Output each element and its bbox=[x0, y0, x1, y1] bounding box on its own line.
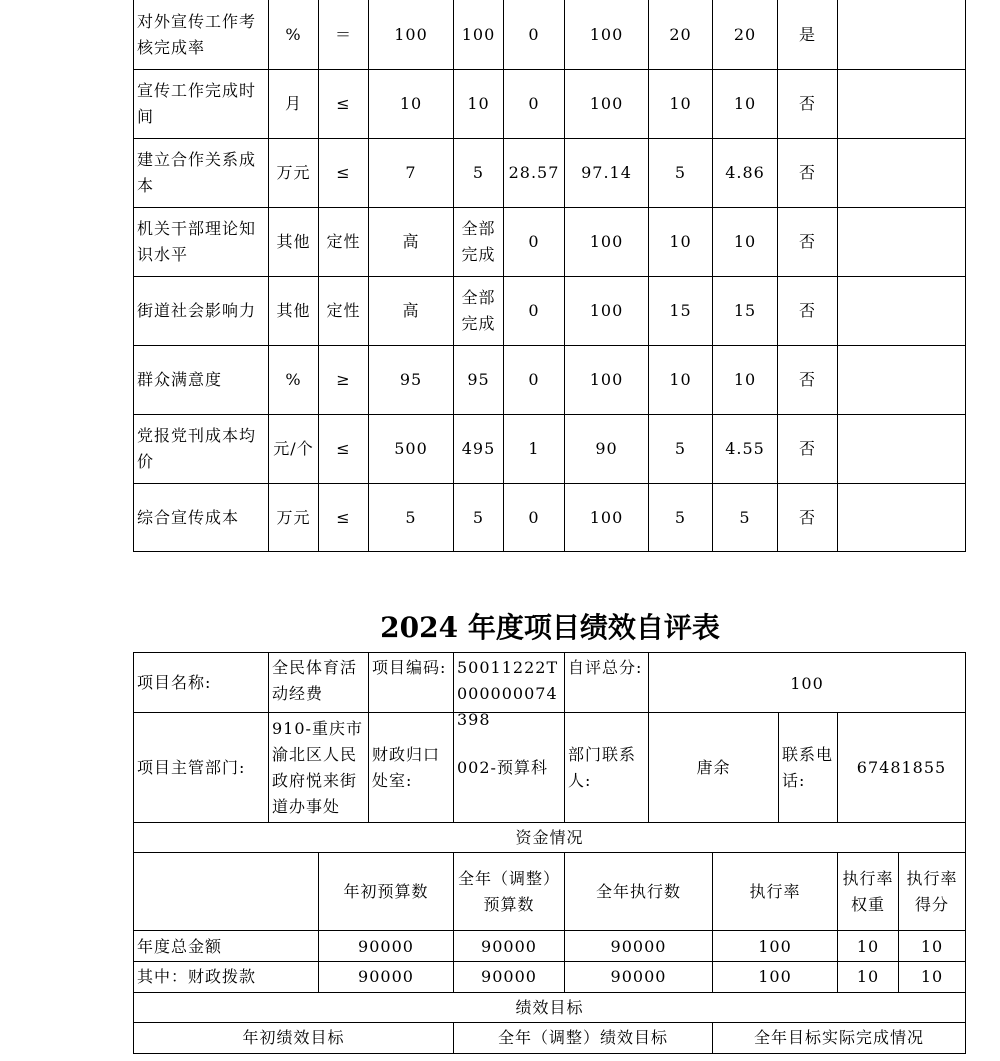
table-cell: 全部完成 bbox=[453, 207, 504, 277]
column-header: 全年（调整）绩效目标 bbox=[453, 1022, 713, 1054]
table-cell: 95 bbox=[368, 345, 454, 415]
table-cell bbox=[837, 276, 966, 346]
table-cell: 100 bbox=[368, 0, 454, 70]
table-cell: 90000 bbox=[318, 930, 454, 962]
table-cell bbox=[837, 0, 966, 70]
table-cell: 年度总金额 bbox=[133, 930, 319, 962]
indicator-name: 街道社会影响力 bbox=[133, 276, 269, 346]
table-cell: 90 bbox=[564, 414, 649, 484]
label: 自评总分: bbox=[564, 652, 649, 713]
table-cell: 100 bbox=[453, 0, 504, 70]
table-cell: 0 bbox=[503, 345, 565, 415]
table-cell: 10 bbox=[648, 69, 713, 139]
section-title: 资金情况 bbox=[133, 822, 966, 853]
table-cell bbox=[837, 414, 966, 484]
table-cell: 10 bbox=[898, 961, 966, 993]
table-cell: 0 bbox=[503, 69, 565, 139]
indicator-name: 机关干部理论知识水平 bbox=[133, 207, 269, 277]
table-cell: 是 bbox=[777, 0, 838, 70]
label: 项目名称: bbox=[133, 652, 269, 713]
table-cell: 0 bbox=[503, 483, 565, 552]
table-cell: 100 bbox=[712, 961, 838, 993]
indicator-name: 党报党刊成本均价 bbox=[133, 414, 269, 484]
table-cell bbox=[837, 345, 966, 415]
table-cell: 100 bbox=[712, 930, 838, 962]
indicator-name: 宣传工作完成时间 bbox=[133, 69, 269, 139]
table-cell: 否 bbox=[777, 276, 838, 346]
table-cell: 其他 bbox=[268, 207, 319, 277]
table-cell: 高 bbox=[368, 276, 454, 346]
table-cell: ＝ bbox=[318, 0, 369, 70]
table-cell: 10 bbox=[837, 961, 899, 993]
table-cell: 否 bbox=[777, 207, 838, 277]
table-cell: 10 bbox=[837, 930, 899, 962]
table-cell: 28.57 bbox=[503, 138, 565, 208]
table-cell: % bbox=[268, 0, 319, 70]
column-header: 全年目标实际完成情况 bbox=[712, 1022, 966, 1054]
section-title: 绩效目标 bbox=[133, 992, 966, 1023]
indicator-name: 对外宣传工作考核完成率 bbox=[133, 0, 269, 70]
table-cell: 90000 bbox=[564, 961, 713, 993]
table-cell: 10 bbox=[712, 207, 778, 277]
table-cell: 20 bbox=[712, 0, 778, 70]
table-cell: 90000 bbox=[318, 961, 454, 993]
table-cell: ≤ bbox=[318, 483, 369, 552]
table-cell: 元/个 bbox=[268, 414, 319, 484]
value: 67481855 bbox=[837, 712, 966, 823]
table-cell: 495 bbox=[453, 414, 504, 484]
table-cell: ≤ bbox=[318, 138, 369, 208]
table-cell: % bbox=[268, 345, 319, 415]
column-header: 执行率权重 bbox=[837, 852, 899, 931]
table-cell: 否 bbox=[777, 414, 838, 484]
value: 910-重庆市渝北区人民政府悦来街道办事处 bbox=[268, 712, 369, 823]
label: 项目主管部门: bbox=[133, 712, 269, 823]
table-cell: 5 bbox=[648, 414, 713, 484]
table-cell bbox=[837, 138, 966, 208]
label: 联系电话: bbox=[778, 712, 838, 823]
table-cell bbox=[837, 69, 966, 139]
table-cell: 15 bbox=[648, 276, 713, 346]
label: 项目编码: bbox=[368, 652, 454, 713]
table-cell: 500 bbox=[368, 414, 454, 484]
table-cell: 0 bbox=[503, 207, 565, 277]
column-header: 年初预算数 bbox=[318, 852, 454, 931]
table-cell: 90000 bbox=[564, 930, 713, 962]
indicator-name: 建立合作关系成本 bbox=[133, 138, 269, 208]
table-cell: 15 bbox=[712, 276, 778, 346]
table-cell: 10 bbox=[648, 345, 713, 415]
value: 002-预算科 bbox=[453, 712, 565, 823]
label: 部门联系人: bbox=[564, 712, 649, 823]
table-cell: 定性 bbox=[318, 276, 369, 346]
table-cell: 5 bbox=[453, 483, 504, 552]
table-cell: 其他 bbox=[268, 276, 319, 346]
table-cell: 万元 bbox=[268, 138, 319, 208]
table-cell: ≤ bbox=[318, 414, 369, 484]
value: 50011222T000000074398 bbox=[453, 652, 565, 713]
table-cell: 90000 bbox=[453, 961, 565, 993]
table-cell: 10 bbox=[368, 69, 454, 139]
indicator-name: 综合宣传成本 bbox=[133, 483, 269, 552]
value: 唐余 bbox=[648, 712, 779, 823]
table-cell: 5 bbox=[368, 483, 454, 552]
column-header: 全年（调整）预算数 bbox=[453, 852, 565, 931]
table-cell: 否 bbox=[777, 138, 838, 208]
table-cell: 100 bbox=[564, 345, 649, 415]
table-cell: 97.14 bbox=[564, 138, 649, 208]
indicator-name: 群众满意度 bbox=[133, 345, 269, 415]
column-header: 执行率得分 bbox=[898, 852, 966, 931]
table-cell: 20 bbox=[648, 0, 713, 70]
table-cell: 10 bbox=[712, 69, 778, 139]
table-cell: 4.55 bbox=[712, 414, 778, 484]
table-cell: 否 bbox=[777, 69, 838, 139]
table-cell: 0 bbox=[503, 0, 565, 70]
table-cell: 100 bbox=[564, 483, 649, 552]
table-cell: 10 bbox=[453, 69, 504, 139]
label: 财政归口处室: bbox=[368, 712, 454, 823]
table-cell: 1 bbox=[503, 414, 565, 484]
table-cell: 100 bbox=[564, 0, 649, 70]
table-cell: ≤ bbox=[318, 69, 369, 139]
table-cell: 否 bbox=[777, 483, 838, 552]
table-cell: 95 bbox=[453, 345, 504, 415]
table-cell: 100 bbox=[564, 276, 649, 346]
table-cell: ≥ bbox=[318, 345, 369, 415]
column-header bbox=[133, 852, 319, 931]
table-cell: 100 bbox=[564, 69, 649, 139]
form-title: 2024 年度项目绩效自评表 bbox=[380, 611, 720, 644]
table-cell: 定性 bbox=[318, 207, 369, 277]
table-cell: 0 bbox=[503, 276, 565, 346]
table-cell: 5 bbox=[648, 483, 713, 552]
table-cell: 高 bbox=[368, 207, 454, 277]
table-cell: 万元 bbox=[268, 483, 319, 552]
table-cell: 5 bbox=[453, 138, 504, 208]
table-cell: 7 bbox=[368, 138, 454, 208]
table-cell: 5 bbox=[712, 483, 778, 552]
table-cell: 全部完成 bbox=[453, 276, 504, 346]
table-cell: 5 bbox=[648, 138, 713, 208]
value: 全民体育活动经费 bbox=[268, 652, 369, 713]
table-cell: 90000 bbox=[453, 930, 565, 962]
table-cell: 10 bbox=[648, 207, 713, 277]
table-cell bbox=[837, 483, 966, 552]
column-header: 年初绩效目标 bbox=[133, 1022, 454, 1054]
table-cell: 10 bbox=[712, 345, 778, 415]
table-cell: 其中：财政拨款 bbox=[133, 961, 319, 993]
table-cell: 否 bbox=[777, 345, 838, 415]
column-header: 全年执行数 bbox=[564, 852, 713, 931]
column-header: 执行率 bbox=[712, 852, 838, 931]
table-cell: 100 bbox=[564, 207, 649, 277]
table-cell: 月 bbox=[268, 69, 319, 139]
value: 100 bbox=[648, 652, 966, 713]
table-cell bbox=[837, 207, 966, 277]
table-cell: 10 bbox=[898, 930, 966, 962]
table-cell: 4.86 bbox=[712, 138, 778, 208]
